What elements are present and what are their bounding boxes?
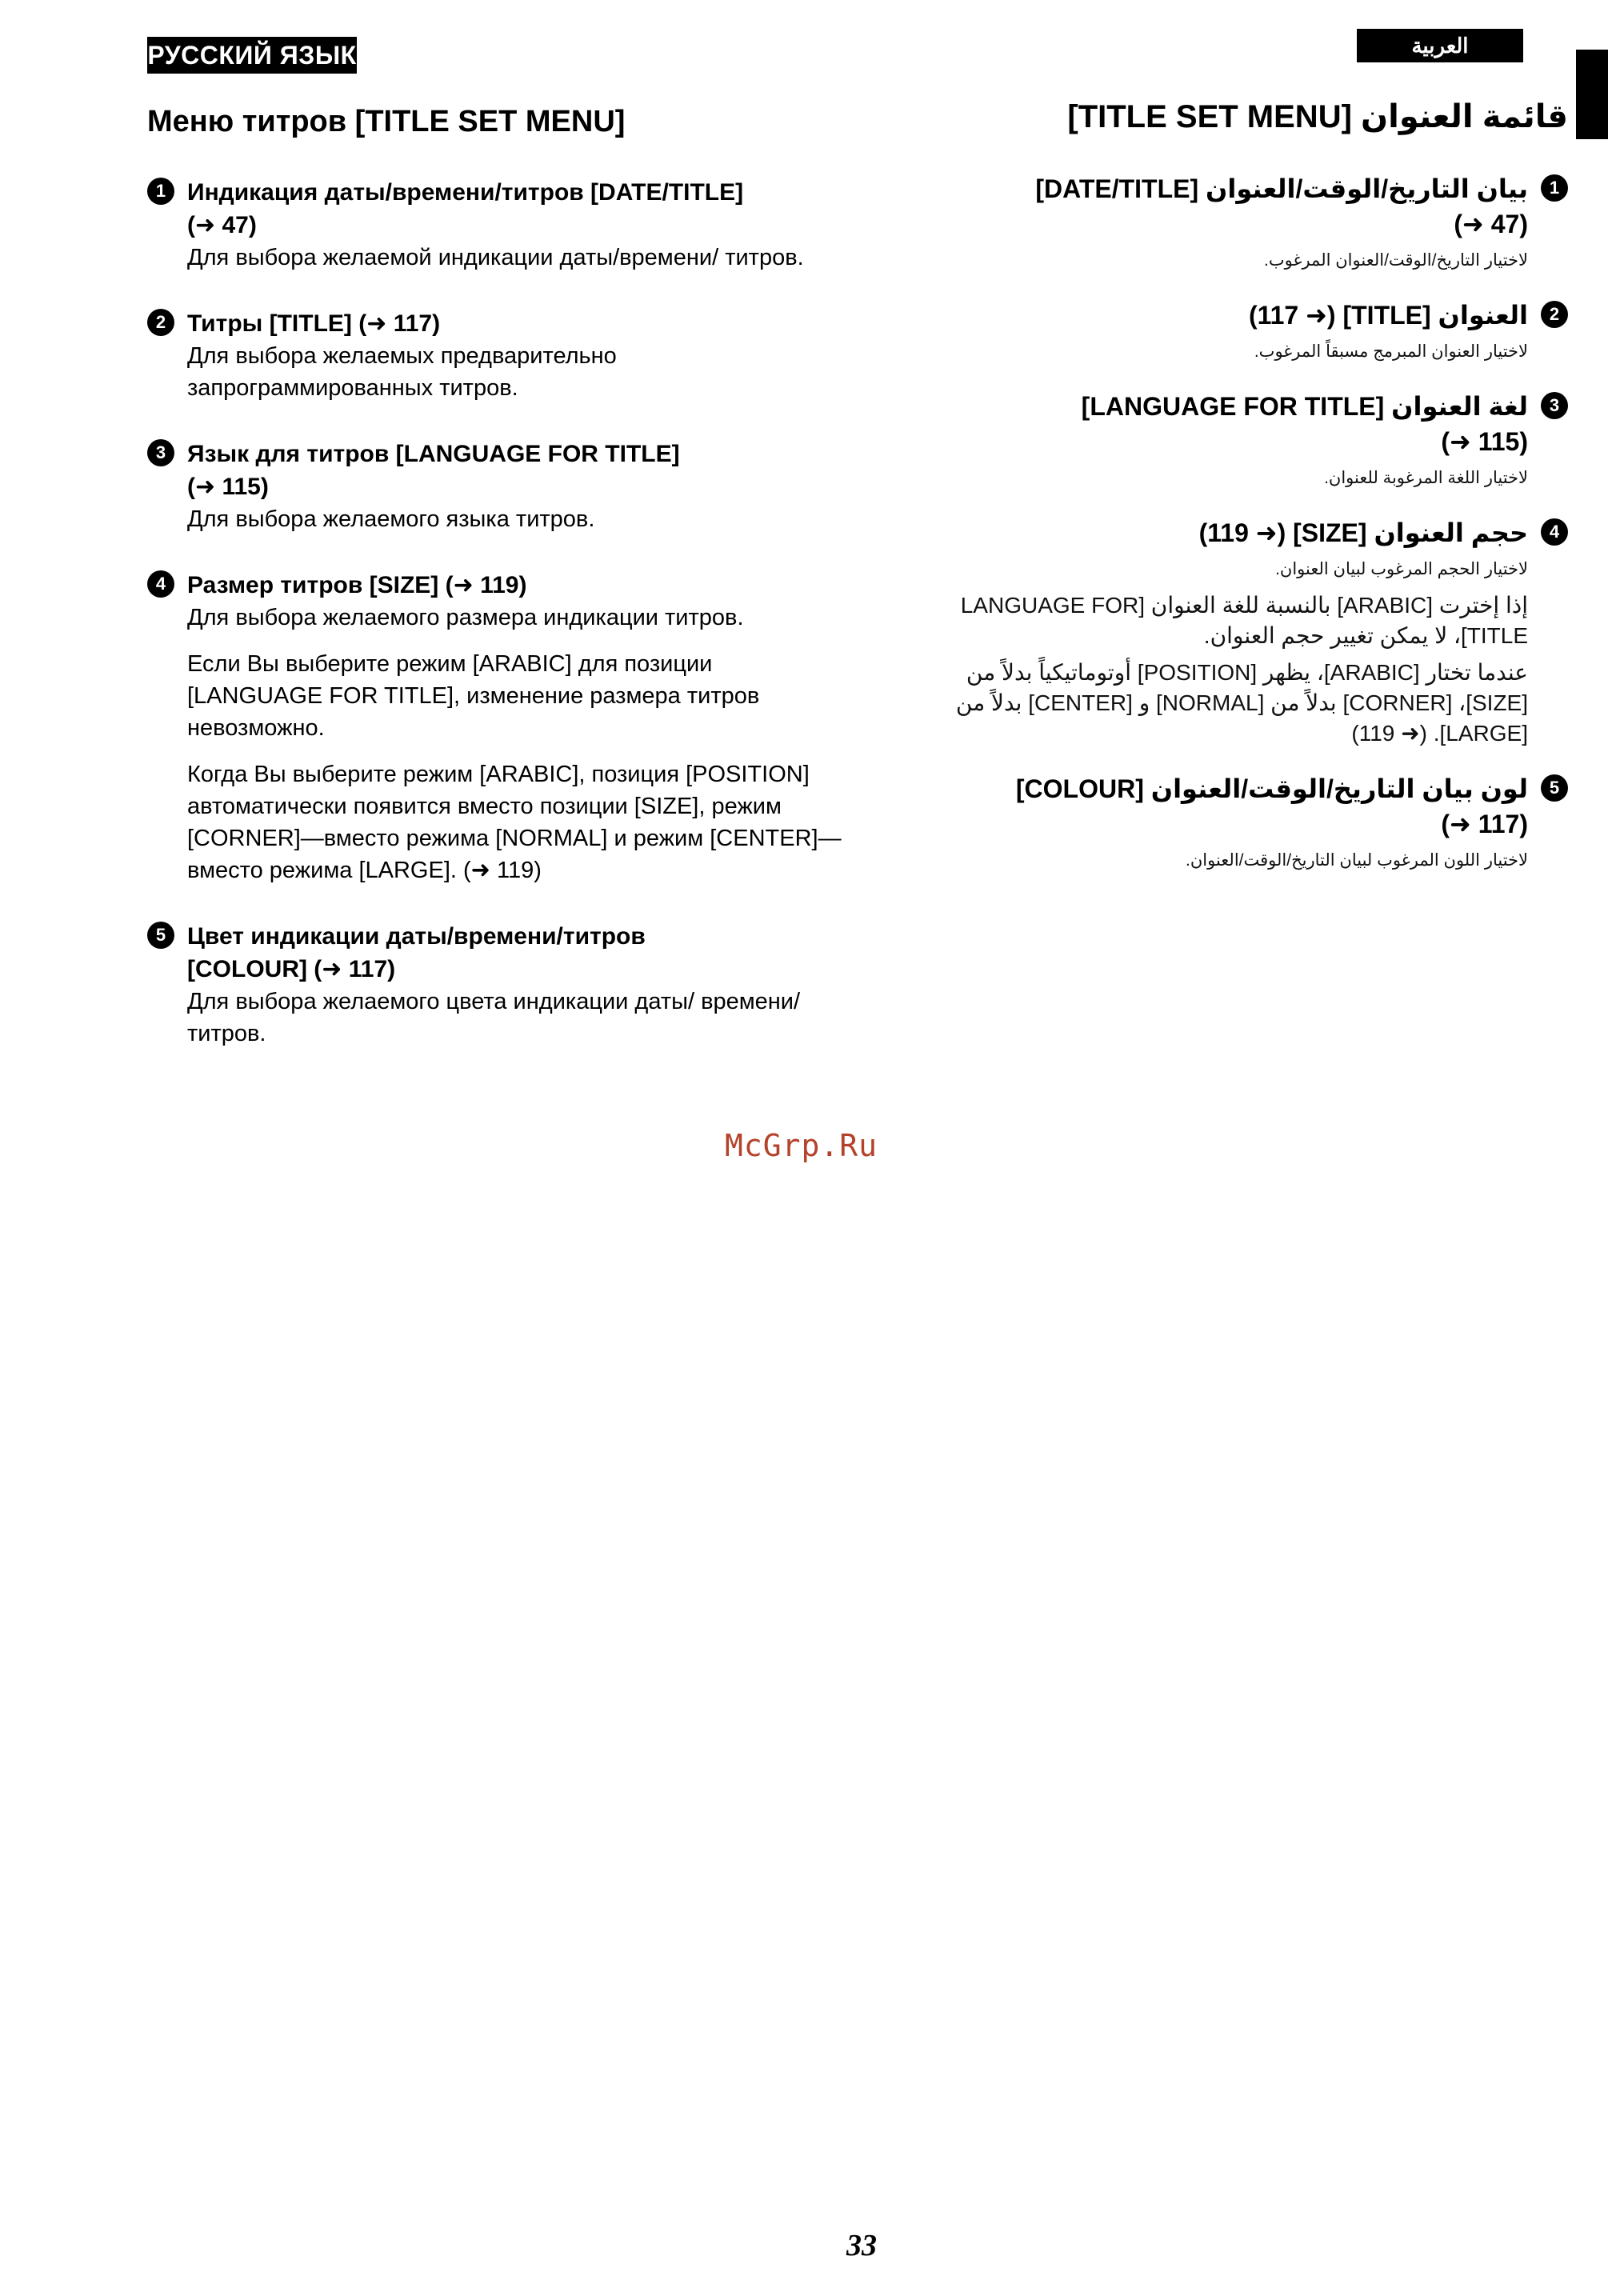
ar-column [912,98,1568,898]
ar-item-heading: لغة العنوان [LANGUAGE FOR TITLE] [1081,392,1528,421]
ar-item-ref: (➜ 115) [1441,427,1528,456]
ru-item-colour [147,920,851,1050]
ru-item-heading: Язык для титров [LANGUAGE FOR TITLE] [187,440,680,467]
ar-item-text: لاختيار اللون المرغوب لبيان التاريخ/الوقت/العنوان. [1186,851,1528,870]
ar-language-tab: العربية [1357,29,1523,62]
ru-item-heading: Индикация даты/времени/титров [DATE/TITLE] [187,178,744,206]
number-5-icon: 5 [1541,774,1568,802]
ar-item-note: إذا إخترت [ARABIC] بالنسبة للغة العنوان [LANGUAGE FOR TITLE]، لا يمكن تغيير حجم العنوان. [960,593,1528,648]
number-5-icon: 5 [147,922,174,949]
ru-item-heading-continued: [COLOUR] (➜ 117) [187,955,396,982]
watermark-text: McGrp.Ru [725,1128,878,1163]
ar-item-heading: العنوان [TITLE] (➜ 117) [1248,301,1528,330]
ru-item-note: Когда Вы выберите режим [ARABIC], позиция [POSITION] автоматически появится вместо позиции [SIZE], режим [CORNER]—вместо режима [NORMAL] и режим [CENTER]—вместо режима [LARGE]. (➜ 119) [187,761,842,883]
ar-item-language [912,389,1568,493]
ru-item-heading: Титры [TITLE] (➜ 117) [187,310,441,337]
ru-item-text: Для выбора желаемого цвета индикации даты/ времени/титров. [187,988,801,1046]
ru-language-tab: РУССКИЙ ЯЗЫК [147,37,357,74]
ru-item-title [147,307,851,404]
number-3-icon: 3 [1541,392,1568,419]
ru-item-text: Для выбора желаемой индикации даты/времени/ титров. [187,244,804,270]
ar-item-note: عندما تختار [ARABIC]، يظهر [POSITION] أوتوماتيكياً بدلاً من [SIZE]، [CORNER] بدلاً من [NORMAL] و [CENTER] بدلاً من [LARGE]. (➜ 119) [955,660,1528,746]
page-number: 33 [846,2229,877,2262]
ru-item-text: Для выбора желаемых предварительно запрограммированных титров. [187,342,617,401]
ar-item-heading: بيان التاريخ/الوقت/العنوان [DATE/TITLE] [1035,174,1528,203]
number-4-icon: 4 [1541,518,1568,546]
ru-item-text: Для выбора желаемого размера индикации титров. [187,604,744,630]
number-3-icon: 3 [147,439,174,466]
ru-page-title: Меню титров [TITLE SET MENU] [147,105,626,138]
number-2-icon: 2 [1541,301,1568,328]
number-1-icon: 1 [147,178,174,205]
ar-item-text: لاختيار العنوان المبرمج مسبقاً المرغوب. [1254,342,1528,361]
ru-item-ref: (➜ 115) [187,473,269,500]
ar-item-text: لاختيار الحجم المرغوب لبيان العنوان. [1275,560,1528,578]
ar-item-ref: (➜ 117) [1441,810,1528,838]
number-4-icon: 4 [147,570,174,598]
ar-item-text: لاختيار اللغة المرغوبة للعنوان. [1324,469,1528,487]
ar-item-colour [912,771,1568,875]
ar-item-date-title [912,171,1568,275]
ru-column [147,104,851,1083]
ru-item-date-title [147,176,851,274]
number-2-icon: 2 [147,309,174,336]
ar-item-size [912,515,1568,749]
ar-item-ref: (➜ 47) [1454,210,1528,238]
section-edge-marker [1576,50,1608,139]
ar-item-heading: حجم العنوان [SIZE] (➜ 119) [1198,518,1528,547]
number-1-icon: 1 [1541,174,1568,202]
ru-item-heading: Размер титров [SIZE] (➜ 119) [187,571,527,598]
ar-item-title [912,298,1568,366]
ar-item-text: لاختيار التاريخ/الوقت/العنوان المرغوب. [1264,251,1528,270]
ar-page-title: قائمة العنوان [TITLE SET MENU] [1067,99,1568,134]
ru-item-size [147,569,851,886]
ar-item-heading: لون بيان التاريخ/الوقت/العنوان [COLOUR] [1015,774,1528,803]
ru-item-ref: (➜ 47) [187,211,257,238]
ru-item-language [147,438,851,535]
ru-item-note: Если Вы выберите режим [ARABIC] для позиции [LANGUAGE FOR TITLE], изменение размера титров невозможно. [187,650,760,741]
ru-item-heading: Цвет индикации даты/времени/титров [187,922,646,950]
ru-item-text: Для выбора желаемого языка титров. [187,506,595,532]
